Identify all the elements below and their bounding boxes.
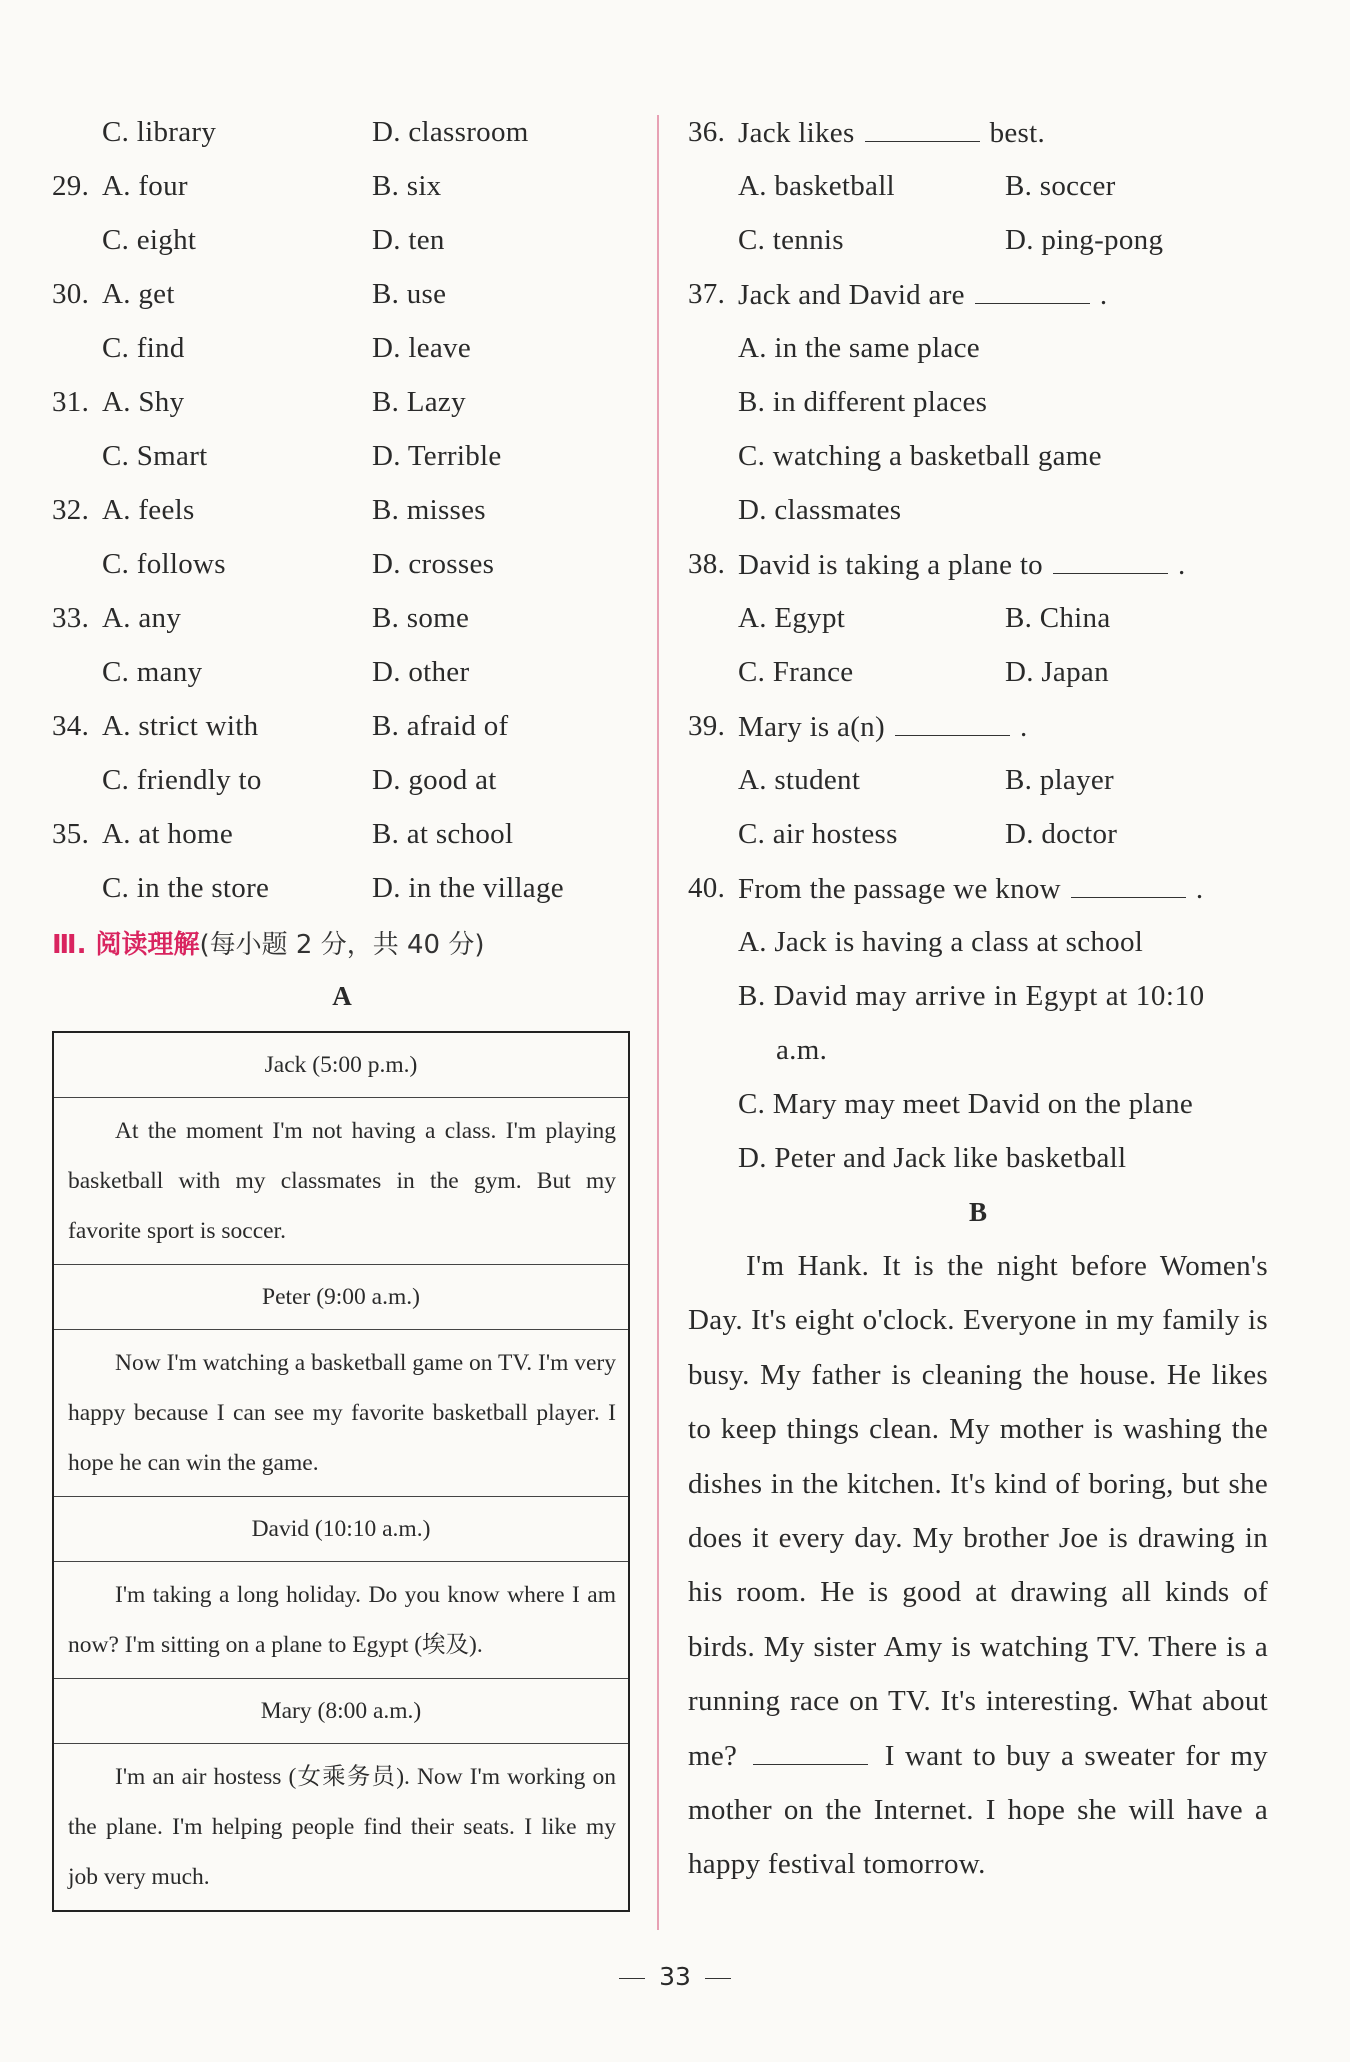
question-number: 37. — [688, 277, 726, 310]
option-d: D. ping-pong — [1005, 223, 1164, 256]
box-body — [53, 1562, 629, 1679]
section-note: (每小题 2 分，共 40 分) — [199, 929, 485, 960]
question-end: . — [1099, 278, 1108, 311]
option-first: A. Shy — [102, 385, 185, 418]
option-first: A. any — [102, 601, 182, 634]
option-second: D. classroom — [372, 115, 529, 148]
option-second: B. at school — [372, 817, 514, 850]
option-second: B. misses — [372, 493, 486, 526]
passage-b-part-1: I'm Hank. It is the night before Women's Day. It's eight o'clock. Everyone in my family is busy. My father is cleaning the house. He likes to keep things clean. My mother is washing the dishes in the kitchen. It's kind of boring, but she does it every day. My brother Joe is drawing in his room. He is good at drawing all kinds of birds. My sister Amy is watching TV. There is a running race on TV. It's interesting. What about me? — [688, 1250, 1268, 1772]
option-b-continued — [688, 1023, 1268, 1077]
box-body — [53, 1098, 629, 1265]
question-36 — [688, 105, 1268, 159]
option-b: B. David may arrive in Egypt at 10:10 — [738, 979, 1205, 1012]
option-second: D. Terrible — [372, 439, 502, 472]
option-row — [52, 375, 632, 429]
box-head: Peter (9:00 a.m.) — [53, 1265, 629, 1330]
option-row — [52, 537, 632, 591]
option-d: D. classmates — [738, 493, 902, 526]
dash-right — [705, 1978, 731, 1979]
option-row — [52, 645, 632, 699]
option-b: B. player — [1005, 763, 1115, 796]
option-first: C. many — [102, 655, 203, 688]
option-c: C. France — [738, 655, 854, 688]
question-number: 36. — [688, 115, 726, 148]
options-row — [688, 807, 1268, 861]
question-end: . — [1195, 872, 1204, 905]
option-row — [52, 159, 632, 213]
options-row — [688, 645, 1268, 699]
question-end: . — [1019, 710, 1028, 743]
option-second: D. crosses — [372, 547, 495, 580]
answer-blank[interactable] — [975, 277, 1090, 304]
option-c: C. Mary may meet David on the plane — [738, 1087, 1194, 1120]
question-number: 34. — [52, 709, 90, 742]
option-c: C. air hostess — [738, 817, 898, 850]
option-second: D. good at — [372, 763, 497, 796]
option-b: B. in different places — [738, 385, 988, 418]
option-row — [52, 861, 632, 915]
option-c: C. watching a basketball game — [738, 439, 1102, 472]
option-a: A. basketball — [738, 169, 895, 202]
option-second: D. other — [372, 655, 470, 688]
option-first: C. library — [102, 115, 217, 148]
option-first: C. eight — [102, 223, 197, 256]
question-number: 32. — [52, 493, 90, 526]
option-row — [52, 753, 632, 807]
option-a: A. student — [738, 763, 861, 796]
box-head: Mary (8:00 a.m.) — [53, 1679, 629, 1744]
option-first: C. follows — [102, 547, 226, 580]
question-38 — [688, 537, 1268, 591]
question-text — [738, 709, 1028, 744]
section-heading — [52, 915, 632, 969]
option-b: B. soccer — [1005, 169, 1116, 202]
option-d: D. Peter and Jack like basketball — [738, 1141, 1127, 1174]
page-number-value: 33 — [659, 1962, 691, 1991]
question-end: best. — [989, 116, 1046, 149]
option-first: C. Smart — [102, 439, 208, 472]
option-second: B. use — [372, 277, 447, 310]
option-second: B. six — [372, 169, 442, 202]
question-text — [738, 277, 1107, 312]
options-row — [688, 159, 1268, 213]
option-row — [52, 429, 632, 483]
box-body — [53, 1744, 629, 1912]
right-column — [688, 105, 1268, 1892]
option-row — [52, 321, 632, 375]
option-a: A. in the same place — [738, 331, 980, 364]
option-row — [52, 807, 632, 861]
question-text — [738, 547, 1186, 582]
dash-left — [619, 1978, 645, 1979]
column-divider — [657, 115, 659, 1930]
box-body — [53, 1330, 629, 1497]
question-stem: Jack likes — [738, 116, 855, 149]
option-row — [52, 591, 632, 645]
box-text: I'm an air hostess (女乘务员). Now I'm working on the plane. I'm helping people find their seats. I like my job very much. — [68, 1764, 616, 1890]
option-row — [52, 213, 632, 267]
box-head: Jack (5:00 p.m.) — [53, 1032, 629, 1098]
option-first: A. get — [102, 277, 175, 310]
question-number: 40. — [688, 871, 726, 904]
option-b: B. China — [1005, 601, 1111, 634]
question-text — [738, 115, 1045, 150]
option-second: B. Lazy — [372, 385, 466, 418]
question-39 — [688, 699, 1268, 753]
option-row — [52, 699, 632, 753]
options-row — [688, 213, 1268, 267]
options-row — [688, 753, 1268, 807]
option-d: D. Japan — [1005, 655, 1109, 688]
option-second: B. afraid of — [372, 709, 509, 742]
left-column — [52, 105, 632, 1912]
passage-a-table — [52, 1031, 630, 1912]
cloze-options — [52, 105, 632, 915]
question-end: . — [1177, 548, 1186, 581]
option-first: A. feels — [102, 493, 195, 526]
box-head: David (10:10 a.m.) — [53, 1497, 629, 1562]
passage-b-letter: B — [968, 1196, 987, 1227]
question-stem: Jack and David are — [738, 278, 965, 311]
question-stem: Mary is a(n) — [738, 710, 885, 743]
option-second: B. some — [372, 601, 470, 634]
question-number: 29. — [52, 169, 90, 202]
box-text: At the moment I'm not having a class. I'm playing basketball with my classmates in the gym. But my favorite sport is soccer. — [68, 1118, 616, 1244]
answer-blank[interactable] — [1053, 547, 1168, 574]
question-number: 38. — [688, 547, 726, 580]
answer-blank[interactable] — [753, 1738, 868, 1765]
answer-blank[interactable] — [895, 709, 1010, 736]
option-first: C. find — [102, 331, 185, 364]
question-37 — [688, 267, 1268, 321]
option-a: A. Egypt — [738, 601, 846, 634]
question-number: 30. — [52, 277, 90, 310]
answer-blank[interactable] — [865, 115, 980, 142]
option-d: D. doctor — [1005, 817, 1118, 850]
option-second: D. leave — [372, 331, 472, 364]
option-row — [52, 483, 632, 537]
question-number: 33. — [52, 601, 90, 634]
page-number — [0, 1962, 1350, 1991]
question-stem: David is taking a plane to — [738, 548, 1043, 581]
question-number: 31. — [52, 385, 90, 418]
question-text — [738, 871, 1203, 906]
section-title: Ⅲ. 阅读理解 — [52, 929, 200, 960]
box-text: I'm taking a long holiday. Do you know where I am now? I'm sitting on a plane to Egypt (埃及). — [68, 1582, 616, 1658]
option-second: D. ten — [372, 223, 445, 256]
option-first: A. at home — [102, 817, 234, 850]
option-first: A. strict with — [102, 709, 259, 742]
answer-blank[interactable] — [1071, 871, 1186, 898]
options-row — [688, 591, 1268, 645]
option-b-tail: a.m. — [776, 1033, 828, 1066]
question-40 — [688, 861, 1268, 915]
option-c: C. tennis — [738, 223, 844, 256]
option-a: A. Jack is having a class at school — [738, 925, 1144, 958]
passage-b-text — [688, 1239, 1268, 1892]
passage-b-part-2: I want to buy a sweater for my mother on the Internet. I hope she will have a happy festival tomorrow. — [688, 1739, 1268, 1881]
option-second: D. in the village — [372, 871, 564, 904]
option-first: A. four — [102, 169, 188, 202]
box-text: Now I'm watching a basketball game on TV. I'm very happy because I can see my favorite basketball player. I hope he can win the game. — [68, 1350, 616, 1476]
option-row — [52, 105, 632, 159]
passage-a-letter: A — [332, 980, 352, 1011]
question-stem: From the passage we know — [738, 872, 1061, 905]
question-number: 39. — [688, 709, 726, 742]
option-first: C. friendly to — [102, 763, 262, 796]
option-first: C. in the store — [102, 871, 270, 904]
question-number: 35. — [52, 817, 90, 850]
option-row — [52, 267, 632, 321]
